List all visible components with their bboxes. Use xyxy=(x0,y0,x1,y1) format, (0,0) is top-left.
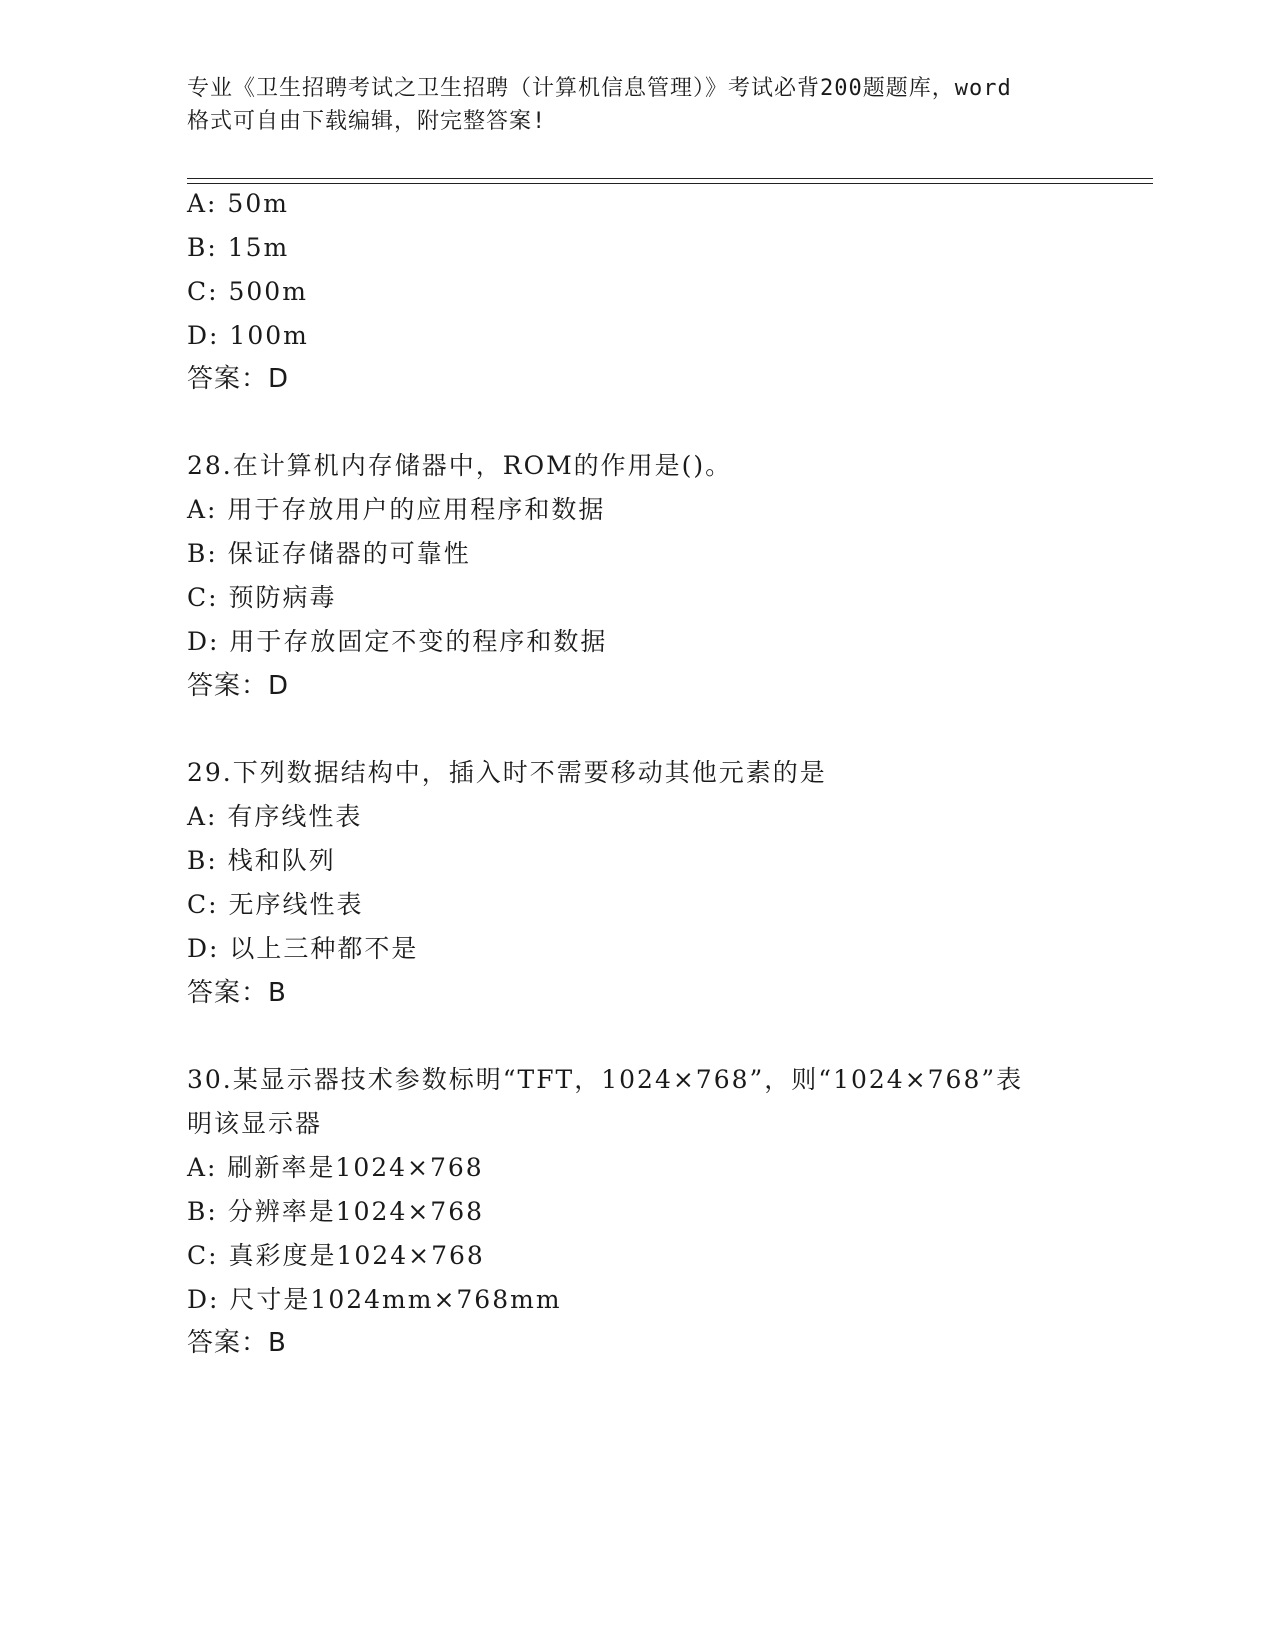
q30-question-line-1: 30.某显示器技术参数标明“TFT，1024×768”，则“1024×768”表 xyxy=(187,1065,1024,1094)
q30-option-c: C: 真彩度是1024×768 xyxy=(187,1241,485,1270)
header-line-1: 专业《卫生招聘考试之卫生招聘（计算机信息管理）》考试必背200题题库，word xyxy=(187,76,1012,101)
q29-answer: 答案：B xyxy=(187,978,287,1008)
header-line-2: 格式可自由下载编辑，附完整答案! xyxy=(187,109,547,134)
q28-option-a: A: 用于存放用户的应用程序和数据 xyxy=(187,495,606,524)
q27-option-d: D: 100m xyxy=(187,321,309,350)
q30-option-d: D: 尺寸是1024mm×768mm xyxy=(187,1285,562,1314)
q30-option-a: A: 刷新率是1024×768 xyxy=(187,1153,484,1182)
header-divider-bottom xyxy=(187,183,1153,184)
q29-option-c: C: 无序线性表 xyxy=(187,890,364,919)
q30-question-line-2: 明该显示器 xyxy=(187,1109,323,1138)
document-header xyxy=(187,72,1087,138)
q29-option-a: A: 有序线性表 xyxy=(187,802,363,831)
q28-option-b: B: 保证存储器的可靠性 xyxy=(187,539,471,568)
q29-option-b: B: 栈和队列 xyxy=(187,846,336,875)
q28-answer: 答案：D xyxy=(187,671,290,701)
q28-option-c: C: 预防病毒 xyxy=(187,583,337,612)
q27-option-c: C: 500m xyxy=(187,277,308,306)
q28-option-d: D: 用于存放固定不变的程序和数据 xyxy=(187,627,608,656)
q30-answer: 答案：B xyxy=(187,1328,287,1358)
q29-option-d: D: 以上三种都不是 xyxy=(187,934,419,963)
q27-option-a: A: 50m xyxy=(187,189,289,218)
q29-question: 29.下列数据结构中，插入时不需要移动其他元素的是 xyxy=(187,758,827,787)
q27-answer: 答案：D xyxy=(187,364,290,394)
q30-option-b: B: 分辨率是1024×768 xyxy=(187,1197,485,1226)
header-divider-top xyxy=(187,178,1153,179)
q28-question: 28.在计算机内存储器中，ROM的作用是()。 xyxy=(187,451,733,480)
q27-option-b: B: 15m xyxy=(187,233,290,262)
